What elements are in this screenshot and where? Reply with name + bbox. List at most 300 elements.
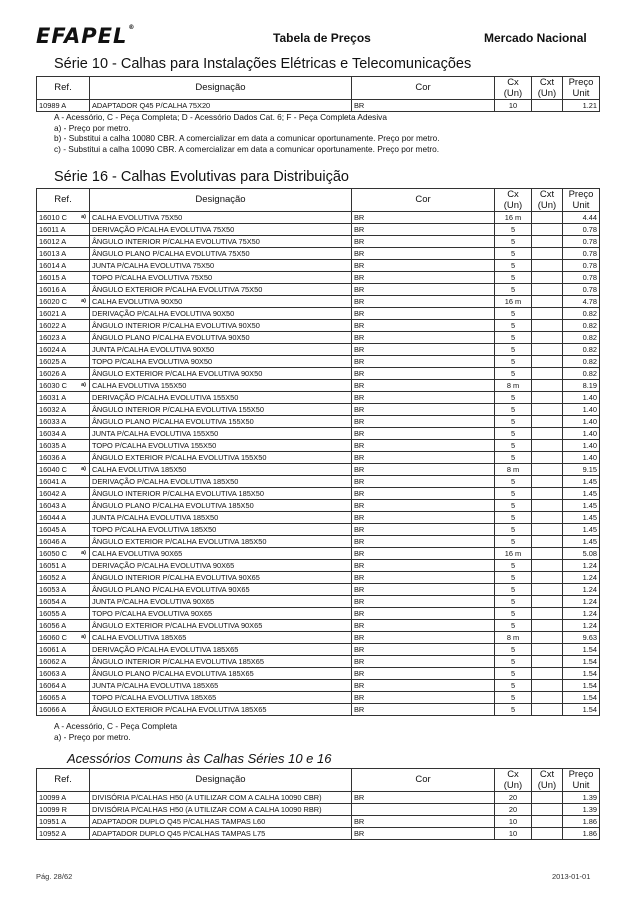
- col-designation: [90, 189, 352, 212]
- table-header-row: [37, 769, 600, 792]
- cell-cx: 5: [495, 644, 532, 656]
- cell-ref: [37, 680, 90, 692]
- cell-designation: TOPO P/CALHA EVOLUTIVA 185X50: [90, 524, 352, 536]
- ref-code: 16033 A: [39, 417, 67, 426]
- col-cx: [495, 77, 532, 100]
- ref-code: 16064 A: [39, 681, 67, 690]
- cell-cxt: [532, 476, 563, 488]
- cell-price: 1.45: [563, 512, 600, 524]
- cell-designation: CALHA EVOLUTIVA 185X50: [90, 464, 352, 476]
- cell-color: BR: [352, 392, 495, 404]
- col-ref: [37, 189, 90, 212]
- cell-cxt: [532, 392, 563, 404]
- table-row: [37, 404, 600, 416]
- ref-code: 16035 A: [39, 441, 67, 450]
- cell-cx: 5: [495, 488, 532, 500]
- note-tag: a): [81, 466, 86, 472]
- cell-color: BR: [352, 608, 495, 620]
- cell-cxt: [532, 344, 563, 356]
- ref-code: 16060 C: [39, 633, 67, 642]
- ref-code: 10099 R: [39, 805, 67, 814]
- cell-price: 1.45: [563, 536, 600, 548]
- col-price: [563, 189, 600, 212]
- cell-designation: JUNTA P/CALHA EVOLUTIVA 185X50: [90, 512, 352, 524]
- cell-designation: JUNTA P/CALHA EVOLUTIVA 185X65: [90, 680, 352, 692]
- table-row: [37, 368, 600, 380]
- ref-code: 16041 A: [39, 477, 67, 486]
- cell-cxt: [532, 680, 563, 692]
- cell-ref: [37, 560, 90, 572]
- cell-designation: ÂNGULO INTERIOR P/CALHA EVOLUTIVA 90X50: [90, 320, 352, 332]
- cell-price: 1.24: [563, 596, 600, 608]
- cell-cx: 16 m: [495, 212, 532, 224]
- brand-logo: EFAPEL®: [36, 24, 136, 48]
- ref-code: 16042 A: [39, 489, 67, 498]
- col-price-unit: Unit: [572, 200, 590, 211]
- col-color-label: Cor: [415, 194, 431, 205]
- cell-color: BR: [352, 632, 495, 644]
- cell-cxt: [532, 428, 563, 440]
- cell-designation: ÂNGULO PLANO P/CALHA EVOLUTIVA 155X50: [90, 416, 352, 428]
- cell-designation: DERIVAÇÃO P/CALHA EVOLUTIVA 155X50: [90, 392, 352, 404]
- cell-color: BR: [352, 488, 495, 500]
- ref-code: 16061 A: [39, 645, 67, 654]
- col-ref-label: Ref.: [54, 194, 72, 205]
- table-row: [37, 464, 600, 476]
- ref-code: 16062 A: [39, 657, 67, 666]
- cell-color: BR: [352, 404, 495, 416]
- col-price-label: Preço: [568, 769, 594, 780]
- cell-designation: ÂNGULO PLANO P/CALHA EVOLUTIVA 75X50: [90, 248, 352, 260]
- cell-designation: CALHA EVOLUTIVA 185X65: [90, 632, 352, 644]
- cell-cx: 8 m: [495, 632, 532, 644]
- cell-designation: DIVISÓRIA P/CALHAS H50 (A UTILIZAR COM A CALHA 10090 RBR): [90, 804, 352, 816]
- cell-ref: [37, 704, 90, 716]
- cell-designation: DERIVAÇÃO P/CALHA EVOLUTIVA 185X50: [90, 476, 352, 488]
- cell-cxt: [532, 488, 563, 500]
- cell-cx: 10: [495, 100, 532, 112]
- cell-color: BR: [352, 596, 495, 608]
- table-row: [37, 392, 600, 404]
- note-tag: a): [81, 634, 86, 640]
- cell-designation: JUNTA P/CALHA EVOLUTIVA 90X65: [90, 596, 352, 608]
- table-row: [37, 828, 600, 840]
- cell-price: 1.45: [563, 488, 600, 500]
- table-row: [37, 644, 600, 656]
- cell-price: 0.78: [563, 272, 600, 284]
- col-designation-label: Designação: [195, 194, 246, 205]
- cell-designation: ÂNGULO INTERIOR P/CALHA EVOLUTIVA 90X65: [90, 572, 352, 584]
- cell-color: BR: [352, 416, 495, 428]
- cell-cxt: [532, 224, 563, 236]
- cell-cxt: [532, 248, 563, 260]
- ref-code: 16023 A: [39, 333, 67, 342]
- cell-color: BR: [352, 536, 495, 548]
- ref-code: 16031 A: [39, 393, 67, 402]
- cell-color: BR: [352, 440, 495, 452]
- cell-designation: ADAPTADOR DUPLO Q45 P/CALHAS TAMPAS L60: [90, 816, 352, 828]
- cell-designation: ÂNGULO EXTERIOR P/CALHA EVOLUTIVA 185X50: [90, 536, 352, 548]
- ref-code: 10989 A: [39, 101, 67, 110]
- col-color-label: Cor: [415, 82, 431, 93]
- ref-code: 16015 A: [39, 273, 67, 282]
- cell-ref: [37, 100, 90, 112]
- table-row: [37, 212, 600, 224]
- col-cx-label: Cx: [507, 189, 519, 200]
- cell-designation: DIVISÓRIA P/CALHAS H50 (A UTILIZAR COM A CALHA 10090 CBR): [90, 792, 352, 804]
- cell-cxt: [532, 320, 563, 332]
- cell-designation: ÂNGULO INTERIOR P/CALHA EVOLUTIVA 75X50: [90, 236, 352, 248]
- table-row: [37, 656, 600, 668]
- col-color: [352, 77, 495, 100]
- cell-designation: JUNTA P/CALHA EVOLUTIVA 90X50: [90, 344, 352, 356]
- table-row: [37, 792, 600, 804]
- cell-ref: [37, 404, 90, 416]
- ref-code: 16022 A: [39, 321, 67, 330]
- cell-cx: 5: [495, 356, 532, 368]
- cell-price: 1.54: [563, 656, 600, 668]
- cell-cx: 5: [495, 332, 532, 344]
- cell-color: BR: [352, 332, 495, 344]
- cell-cx: 5: [495, 560, 532, 572]
- cell-cxt: [532, 524, 563, 536]
- cell-cx: 5: [495, 500, 532, 512]
- table-row: [37, 560, 600, 572]
- cell-designation: ÂNGULO EXTERIOR P/CALHA EVOLUTIVA 155X50: [90, 452, 352, 464]
- col-color: [352, 769, 495, 792]
- cell-color: BR: [352, 100, 495, 112]
- ref-code: 16013 A: [39, 249, 67, 258]
- cell-cxt: [532, 440, 563, 452]
- note-tag: a): [81, 214, 86, 220]
- cell-designation: DERIVAÇÃO P/CALHA EVOLUTIVA 185X65: [90, 644, 352, 656]
- table-row: [37, 284, 600, 296]
- cell-cx: 5: [495, 392, 532, 404]
- cell-designation: ÂNGULO PLANO P/CALHA EVOLUTIVA 90X50: [90, 332, 352, 344]
- cell-color: BR: [352, 792, 495, 804]
- cell-ref: [37, 440, 90, 452]
- cell-designation: ÂNGULO PLANO P/CALHA EVOLUTIVA 185X65: [90, 668, 352, 680]
- cell-color: BR: [352, 584, 495, 596]
- cell-ref: [37, 428, 90, 440]
- cell-price: 1.54: [563, 692, 600, 704]
- cell-price: 1.24: [563, 572, 600, 584]
- table-row: [37, 804, 600, 816]
- cell-color: [352, 804, 495, 816]
- cell-cxt: [532, 416, 563, 428]
- cell-cx: 5: [495, 668, 532, 680]
- cell-cxt: [532, 452, 563, 464]
- cell-price: 0.78: [563, 248, 600, 260]
- col-cxt-label: Cxt: [539, 77, 555, 88]
- cell-cx: 5: [495, 416, 532, 428]
- table-row: [37, 356, 600, 368]
- col-cx: [495, 189, 532, 212]
- ref-code: 16024 A: [39, 345, 67, 354]
- table-row: [37, 488, 600, 500]
- cell-designation: TOPO P/CALHA EVOLUTIVA 155X50: [90, 440, 352, 452]
- note-tag: a): [81, 382, 86, 388]
- note-line: a) - Preço por metro.: [54, 731, 131, 742]
- cell-price: 0.78: [563, 224, 600, 236]
- ref-code: 16043 A: [39, 501, 67, 510]
- cell-price: 0.78: [563, 236, 600, 248]
- cell-color: BR: [352, 452, 495, 464]
- cell-ref: [37, 488, 90, 500]
- market-label: Mercado Nacional: [484, 31, 587, 45]
- cell-cx: 5: [495, 656, 532, 668]
- cell-cx: 5: [495, 584, 532, 596]
- col-price-unit: Unit: [572, 780, 590, 791]
- cell-color: BR: [352, 620, 495, 632]
- col-cxt: [532, 189, 563, 212]
- cell-price: 1.24: [563, 584, 600, 596]
- cell-ref: [37, 632, 90, 644]
- cell-price: 0.78: [563, 284, 600, 296]
- cell-price: 4.44: [563, 212, 600, 224]
- cell-price: 1.40: [563, 452, 600, 464]
- col-cxt-unit: (Un): [537, 780, 557, 791]
- cell-cxt: [532, 704, 563, 716]
- cell-price: 8.19: [563, 380, 600, 392]
- cell-cx: 5: [495, 692, 532, 704]
- cell-cxt: [532, 792, 563, 804]
- cell-price: 1.86: [563, 828, 600, 840]
- cell-designation: ADAPTADOR DUPLO Q45 P/CALHAS TAMPAS L75: [90, 828, 352, 840]
- table-header-row: [37, 77, 600, 100]
- cell-cxt: [532, 572, 563, 584]
- cell-ref: [37, 500, 90, 512]
- col-price: [563, 77, 600, 100]
- cell-price: 1.54: [563, 644, 600, 656]
- cell-designation: TOPO P/CALHA EVOLUTIVA 90X50: [90, 356, 352, 368]
- cell-price: 1.21: [563, 100, 600, 112]
- cell-ref: [37, 668, 90, 680]
- table-row: [37, 224, 600, 236]
- cell-cx: 16 m: [495, 296, 532, 308]
- cell-ref: [37, 392, 90, 404]
- cell-color: BR: [352, 320, 495, 332]
- notes-serie-10: [54, 112, 440, 154]
- col-cxt: [532, 769, 563, 792]
- note-line: A - Acessório, C - Peça Completa: [54, 721, 178, 731]
- cell-price: 1.54: [563, 704, 600, 716]
- cell-cxt: [532, 620, 563, 632]
- cell-cxt: [532, 656, 563, 668]
- col-color-label: Cor: [415, 774, 431, 785]
- note-tag: a): [81, 298, 86, 304]
- table-row: [37, 248, 600, 260]
- cell-cxt: [532, 804, 563, 816]
- cell-designation: ÂNGULO INTERIOR P/CALHA EVOLUTIVA 185X50: [90, 488, 352, 500]
- notes-serie-16: [54, 721, 177, 742]
- cell-cxt: [532, 368, 563, 380]
- cell-cxt: [532, 560, 563, 572]
- ref-code: 16053 A: [39, 585, 67, 594]
- cell-price: 1.40: [563, 428, 600, 440]
- ref-code: 10099 A: [39, 793, 67, 802]
- table-row: [37, 584, 600, 596]
- cell-designation: TOPO P/CALHA EVOLUTIVA 75X50: [90, 272, 352, 284]
- ref-code: 16026 A: [39, 369, 67, 378]
- note-line: A - Acessório, C - Peça Completa; D - Acessório Dados Cat. 6; F - Peça Completa Adesiva: [54, 112, 387, 122]
- cell-price: 1.54: [563, 668, 600, 680]
- ref-code: 16030 C: [39, 381, 67, 390]
- cell-cxt: [532, 584, 563, 596]
- cell-color: BR: [352, 272, 495, 284]
- cell-price: 1.24: [563, 620, 600, 632]
- col-ref: [37, 77, 90, 100]
- cell-cxt: [532, 296, 563, 308]
- cell-cx: 5: [495, 440, 532, 452]
- cell-designation: CALHA EVOLUTIVA 90X50: [90, 296, 352, 308]
- cell-color: BR: [352, 308, 495, 320]
- col-ref-label: Ref.: [54, 774, 72, 785]
- cell-ref: [37, 224, 90, 236]
- cell-cxt: [532, 668, 563, 680]
- cell-cxt: [532, 284, 563, 296]
- table-row: [37, 344, 600, 356]
- table-row: [37, 536, 600, 548]
- cell-cxt: [532, 308, 563, 320]
- cell-cx: 10: [495, 828, 532, 840]
- cell-ref: [37, 332, 90, 344]
- col-cx-unit: (Un): [503, 780, 523, 791]
- cell-cxt: [532, 608, 563, 620]
- cell-color: BR: [352, 512, 495, 524]
- cell-price: 1.39: [563, 792, 600, 804]
- section-title-acessorios: Acessórios Comuns às Calhas Séries 10 e 16: [67, 751, 332, 766]
- cell-ref: [37, 572, 90, 584]
- cell-cxt: [532, 536, 563, 548]
- cell-cxt: [532, 464, 563, 476]
- cell-ref: [37, 584, 90, 596]
- cell-designation: DERIVAÇÃO P/CALHA EVOLUTIVA 90X50: [90, 308, 352, 320]
- cell-cx: 5: [495, 524, 532, 536]
- col-designation: [90, 769, 352, 792]
- cell-price: 1.40: [563, 404, 600, 416]
- ref-code: 16012 A: [39, 237, 67, 246]
- cell-cxt: [532, 692, 563, 704]
- ref-code: 16065 A: [39, 693, 67, 702]
- table-row: [37, 332, 600, 344]
- ref-code: 16044 A: [39, 513, 67, 522]
- cell-ref: [37, 260, 90, 272]
- table-row: [37, 512, 600, 524]
- col-cxt-label: Cxt: [539, 189, 555, 200]
- cell-ref: [37, 272, 90, 284]
- cell-cx: 5: [495, 272, 532, 284]
- page-number: Pág. 28/62: [36, 872, 73, 881]
- table-row: [37, 320, 600, 332]
- cell-cx: 5: [495, 596, 532, 608]
- price-table-serie-16: [36, 188, 600, 716]
- cell-cxt: [532, 236, 563, 248]
- cell-ref: [37, 656, 90, 668]
- col-price-label: Preço: [568, 77, 594, 88]
- cell-cx: 5: [495, 620, 532, 632]
- cell-ref: [37, 416, 90, 428]
- cell-cx: 5: [495, 344, 532, 356]
- col-designation-label: Designação: [195, 774, 246, 785]
- table-row: [37, 704, 600, 716]
- cell-ref: [37, 356, 90, 368]
- cell-price: 1.24: [563, 608, 600, 620]
- cell-cx: 5: [495, 308, 532, 320]
- cell-price: 1.54: [563, 680, 600, 692]
- col-ref: [37, 769, 90, 792]
- cell-ref: [37, 368, 90, 380]
- cell-designation: ÂNGULO EXTERIOR P/CALHA EVOLUTIVA 185X65: [90, 704, 352, 716]
- table-row: [37, 572, 600, 584]
- cell-price: 4.78: [563, 296, 600, 308]
- cell-price: 1.45: [563, 500, 600, 512]
- ref-code: 16032 A: [39, 405, 67, 414]
- cell-cxt: [532, 644, 563, 656]
- col-cx-label: Cx: [507, 769, 519, 780]
- cell-cx: 5: [495, 428, 532, 440]
- col-price-unit: Unit: [572, 88, 590, 99]
- cell-cx: 20: [495, 792, 532, 804]
- cell-price: 9.63: [563, 632, 600, 644]
- cell-designation: CALHA EVOLUTIVA 75X50: [90, 212, 352, 224]
- cell-cxt: [532, 596, 563, 608]
- table-row: [37, 596, 600, 608]
- ref-code: 16034 A: [39, 429, 67, 438]
- cell-cx: 5: [495, 608, 532, 620]
- cell-ref: [37, 236, 90, 248]
- table-row: [37, 680, 600, 692]
- cell-cxt: [532, 404, 563, 416]
- table-row: [37, 524, 600, 536]
- cell-price: 0.82: [563, 320, 600, 332]
- cell-ref: [37, 644, 90, 656]
- ref-code: 16014 A: [39, 261, 67, 270]
- cell-ref: [37, 212, 90, 224]
- ref-code: 16054 A: [39, 597, 67, 606]
- cell-color: BR: [352, 828, 495, 840]
- table-row: [37, 620, 600, 632]
- section-title-serie-10: Série 10 - Calhas para Instalações Elétricas e Telecomunicações: [54, 56, 472, 72]
- ref-code: 16055 A: [39, 609, 67, 618]
- table-row: [37, 428, 600, 440]
- date-label: 2013-01-01: [552, 872, 591, 881]
- ref-code: 10952 A: [39, 829, 67, 838]
- cell-cx: 20: [495, 804, 532, 816]
- col-cxt: [532, 77, 563, 100]
- cell-price: 1.45: [563, 524, 600, 536]
- cell-color: BR: [352, 476, 495, 488]
- cell-price: 0.82: [563, 344, 600, 356]
- cell-color: BR: [352, 644, 495, 656]
- table-row: [37, 100, 600, 112]
- cell-designation: CALHA EVOLUTIVA 155X50: [90, 380, 352, 392]
- ref-code: 16051 A: [39, 561, 67, 570]
- cell-color: BR: [352, 284, 495, 296]
- col-cx-unit: (Un): [503, 88, 523, 99]
- cell-price: 0.78: [563, 260, 600, 272]
- cell-cx: 5: [495, 536, 532, 548]
- cell-cx: 8 m: [495, 380, 532, 392]
- cell-cxt: [532, 512, 563, 524]
- ref-code: 16021 A: [39, 309, 67, 318]
- cell-cx: 8 m: [495, 464, 532, 476]
- table-row: [37, 272, 600, 284]
- col-price-label: Preço: [568, 189, 594, 200]
- note-line: b) - Substitui a calha 10080 CBR. A comercializar em data a comunicar oportunamente. Preço por metro.: [54, 133, 440, 143]
- cell-cxt: [532, 260, 563, 272]
- cell-cx: 5: [495, 704, 532, 716]
